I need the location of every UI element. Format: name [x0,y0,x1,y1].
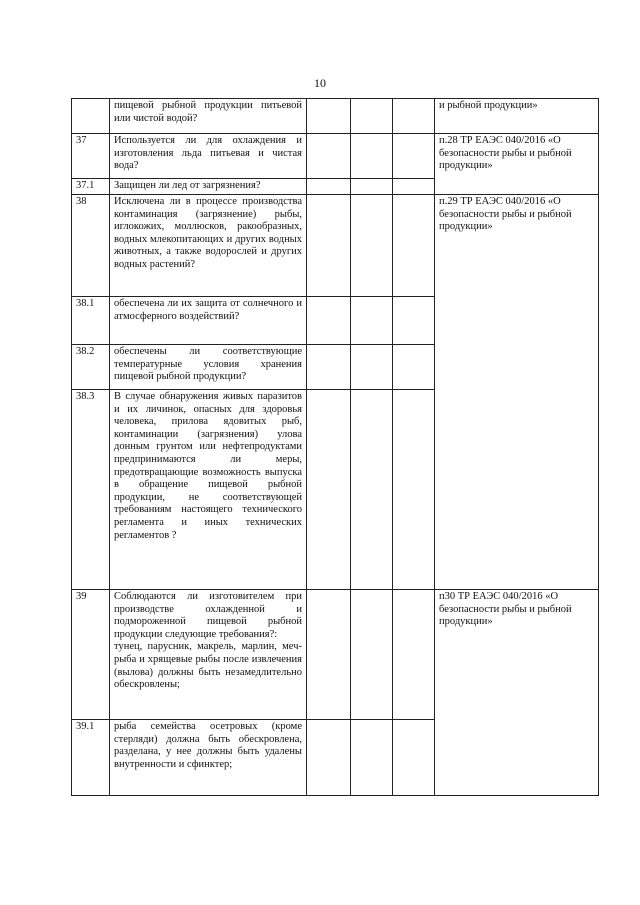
question-text: Соблюдаются ли изготовителем при производстве охлажденной и подмороженной пищевой рыбной продукции следующие требования?: тунец, парусник, макрель, марлин, меч-рыба и хрящевые рыбы после извлечения (вылова) должны быть незамедлительно обескровлены; [110,590,307,720]
answer-cell-no [351,345,393,390]
row-number: 39 [72,590,110,720]
row-number: 38.3 [72,390,110,590]
answer-cell-no [351,297,393,345]
question-text: Исключена ли в процессе производства контаминация (загрязнение) рыбы, иглокожих, моллюсков, ракообразных, водных млекопитающих и других водных животных, а также водорослей и других водных растений? [110,195,307,297]
answer-cell-yes [307,390,351,590]
answer-cell-no [351,195,393,297]
answer-cell-no [351,134,393,179]
requirement-reference: п.29 ТР ЕАЭС 040/2016 «О безопасности рыбы и рыбной продукции» [435,195,599,297]
answer-cell-na [393,590,435,720]
requirement-reference [435,179,599,195]
requirement-reference: п30 ТР ЕАЭС 040/2016 «О безопасности рыбы и рыбной продукции» [435,590,599,720]
answer-cell-yes [307,590,351,720]
row-number: 39.1 [72,720,110,796]
answer-cell-na [393,179,435,195]
answer-cell-no [351,590,393,720]
row-number: 37.1 [72,179,110,195]
row-number: 37 [72,134,110,179]
answer-cell-na [393,720,435,796]
question-text: пищевой рыбной продукции питьевой или чистой водой? [110,99,307,134]
answer-cell-na [393,195,435,297]
table-row [72,195,599,297]
table-row [72,590,599,720]
requirement-reference: п.28 ТР ЕАЭС 040/2016 «О безопасности рыбы и рыбной продукции» [435,134,599,179]
answer-cell-yes [307,134,351,179]
answer-cell-na [393,99,435,134]
row-number: 38.1 [72,297,110,345]
answer-cell-yes [307,720,351,796]
table-row [72,297,599,345]
answer-cell-na [393,297,435,345]
requirement-reference: и рыбной продукции» [435,99,599,134]
question-text: Защищен ли лед от загрязнения? [110,179,307,195]
question-text: Используется ли для охлаждения и изготовления льда питьевая и чистая вода? [110,134,307,179]
answer-cell-yes [307,297,351,345]
checklist-table [71,98,599,796]
table-row [72,720,599,796]
answer-cell-yes [307,179,351,195]
answer-cell-no [351,179,393,195]
question-text: обеспечены ли соответствующие температурные условия хранения пищевой рыбной продукции? [110,345,307,390]
table-row [72,390,599,590]
page-number: 10 [314,76,326,90]
requirement-reference [435,390,599,590]
answer-cell-yes [307,345,351,390]
table-row [72,345,599,390]
answer-cell-no [351,99,393,134]
question-text: рыба семейства осетровых (кроме стерляди) должна быть обескровлена, разделана, у нее должны быть удалены внутренности и сфинктер; [110,720,307,796]
row-number: 38.2 [72,345,110,390]
requirement-reference [435,297,599,345]
requirement-reference [435,345,599,390]
answer-cell-na [393,390,435,590]
answer-cell-no [351,720,393,796]
requirement-reference [435,720,599,796]
question-text: обеспечена ли их защита от солнечного и атмосферного воздействий? [110,297,307,345]
answer-cell-na [393,345,435,390]
row-number [72,99,110,134]
answer-cell-no [351,390,393,590]
table-row [72,99,599,134]
answer-cell-na [393,134,435,179]
table-row [72,179,599,195]
answer-cell-yes [307,99,351,134]
answer-cell-yes [307,195,351,297]
table-row [72,134,599,179]
question-text: В случае обнаружения живых паразитов и их личинок, опасных для здоровья человека, прилова ядовитых рыб, контаминации (загрязнения) улова донным грунтом или нефтепродуктами предпринимаются ли меры, предотвращающие возможность выпуска в обращение пищевой рыбной продукции, не соответствующей требованиям настоящего технического регламента и иных технических регламентов ? [110,390,307,590]
row-number: 38 [72,195,110,297]
